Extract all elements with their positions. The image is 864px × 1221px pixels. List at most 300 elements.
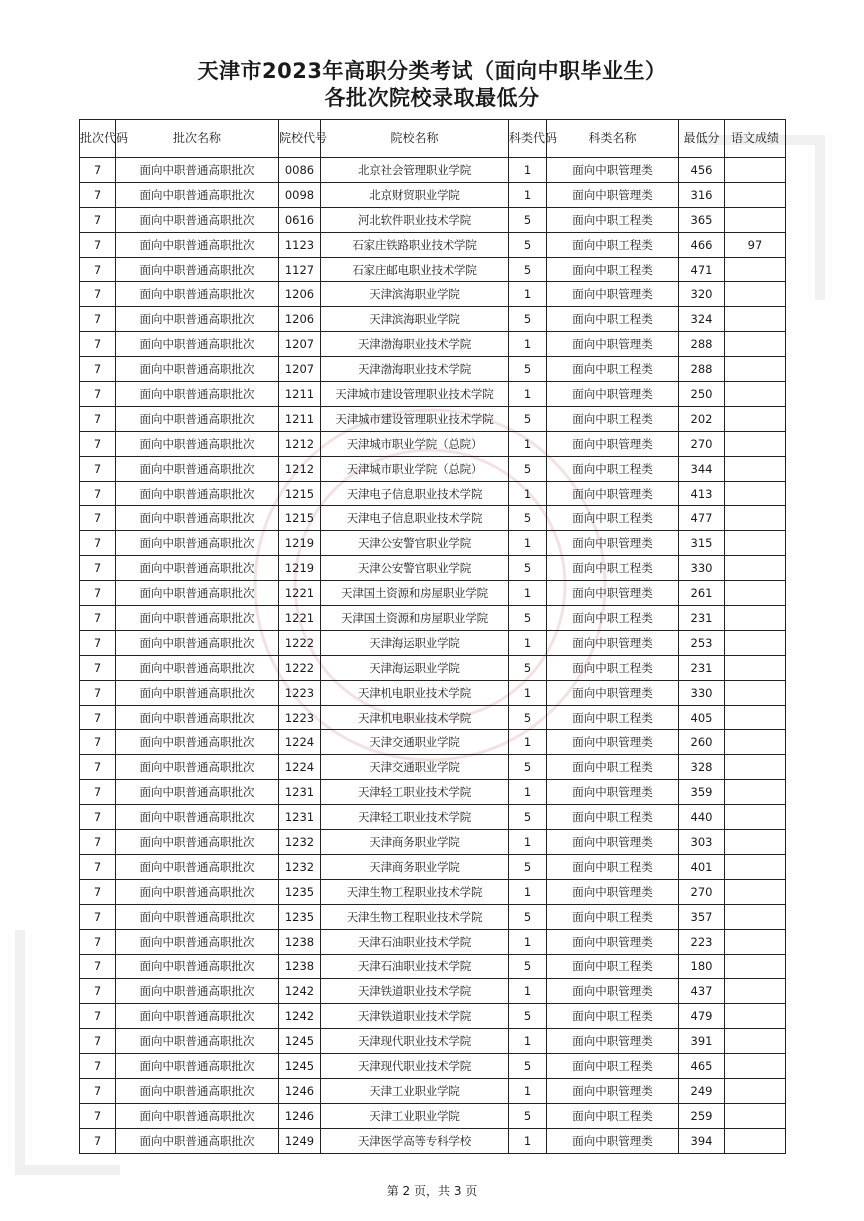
cell-subject-code: 5 bbox=[509, 257, 547, 282]
cell-school-code: 1215 bbox=[279, 506, 321, 531]
cell-batch-code: 7 bbox=[80, 1004, 116, 1029]
cell-batch-name: 面向中职普通高职批次 bbox=[116, 232, 279, 257]
cell-min-score: 437 bbox=[679, 979, 725, 1004]
cell-batch-name: 面向中职普通高职批次 bbox=[116, 655, 279, 680]
cell-batch-code: 7 bbox=[80, 158, 116, 183]
cell-school-code: 1235 bbox=[279, 904, 321, 929]
cell-chinese-score bbox=[725, 1004, 786, 1029]
cell-subject-name: 面向中职管理类 bbox=[547, 531, 679, 556]
cell-school-name: 天津城市职业学院（总院） bbox=[321, 456, 509, 481]
cell-school-name: 天津铁道职业技术学院 bbox=[321, 1004, 509, 1029]
cell-subject-name: 面向中职管理类 bbox=[547, 780, 679, 805]
cell-subject-code: 1 bbox=[509, 979, 547, 1004]
cell-school-code: 1242 bbox=[279, 1004, 321, 1029]
cell-chinese-score bbox=[725, 382, 786, 407]
cell-school-code: 1242 bbox=[279, 979, 321, 1004]
cell-min-score: 394 bbox=[679, 1128, 725, 1153]
cell-school-code: 1222 bbox=[279, 630, 321, 655]
cell-subject-code: 1 bbox=[509, 431, 547, 456]
cell-batch-code: 7 bbox=[80, 879, 116, 904]
cell-batch-name: 面向中职普通高职批次 bbox=[116, 879, 279, 904]
cell-school-name: 天津交通职业学院 bbox=[321, 730, 509, 755]
cell-school-name: 天津机电职业技术学院 bbox=[321, 705, 509, 730]
cell-min-score: 231 bbox=[679, 655, 725, 680]
cell-school-code: 1246 bbox=[279, 1103, 321, 1128]
cell-batch-name: 面向中职普通高职批次 bbox=[116, 979, 279, 1004]
table-row bbox=[80, 680, 786, 705]
cell-min-score: 324 bbox=[679, 307, 725, 332]
cell-school-name: 天津滨海职业学院 bbox=[321, 282, 509, 307]
cell-subject-name: 面向中职工程类 bbox=[547, 705, 679, 730]
cell-chinese-score bbox=[725, 431, 786, 456]
cell-min-score: 320 bbox=[679, 282, 725, 307]
cell-school-name: 天津轻工职业技术学院 bbox=[321, 805, 509, 830]
cell-subject-name: 面向中职工程类 bbox=[547, 606, 679, 631]
cell-chinese-score bbox=[725, 1103, 786, 1128]
cell-batch-code: 7 bbox=[80, 979, 116, 1004]
cell-chinese-score bbox=[725, 506, 786, 531]
cell-chinese-score bbox=[725, 282, 786, 307]
cell-subject-code: 1 bbox=[509, 630, 547, 655]
cell-school-code: 0086 bbox=[279, 158, 321, 183]
cell-batch-code: 7 bbox=[80, 581, 116, 606]
cell-school-name: 天津工业职业学院 bbox=[321, 1078, 509, 1103]
cell-school-name: 天津现代职业技术学院 bbox=[321, 1054, 509, 1079]
cell-subject-name: 面向中职管理类 bbox=[547, 630, 679, 655]
cell-batch-name: 面向中职普通高职批次 bbox=[116, 431, 279, 456]
cell-school-code: 1221 bbox=[279, 606, 321, 631]
cell-subject-code: 1 bbox=[509, 182, 547, 207]
cell-school-name: 天津城市职业学院（总院） bbox=[321, 431, 509, 456]
cell-school-code: 1219 bbox=[279, 531, 321, 556]
title-line-2: 各批次院校录取最低分 bbox=[324, 86, 540, 110]
cell-min-score: 259 bbox=[679, 1103, 725, 1128]
cell-school-code: 1222 bbox=[279, 655, 321, 680]
cell-school-code: 1246 bbox=[279, 1078, 321, 1103]
cell-subject-code: 5 bbox=[509, 506, 547, 531]
cell-batch-code: 7 bbox=[80, 431, 116, 456]
cell-subject-code: 1 bbox=[509, 531, 547, 556]
cell-batch-code: 7 bbox=[80, 282, 116, 307]
cell-chinese-score bbox=[725, 606, 786, 631]
cell-subject-code: 5 bbox=[509, 406, 547, 431]
cell-subject-code: 5 bbox=[509, 606, 547, 631]
cell-chinese-score bbox=[725, 581, 786, 606]
table-row bbox=[80, 805, 786, 830]
cell-subject-code: 5 bbox=[509, 904, 547, 929]
cell-subject-name: 面向中职管理类 bbox=[547, 1029, 679, 1054]
cell-subject-code: 5 bbox=[509, 556, 547, 581]
cell-subject-name: 面向中职管理类 bbox=[547, 431, 679, 456]
cell-batch-name: 面向中职普通高职批次 bbox=[116, 705, 279, 730]
cell-batch-name: 面向中职普通高职批次 bbox=[116, 182, 279, 207]
cell-school-code: 1212 bbox=[279, 456, 321, 481]
cell-school-code: 1211 bbox=[279, 382, 321, 407]
table-row bbox=[80, 1103, 786, 1128]
table-row bbox=[80, 282, 786, 307]
cell-batch-name: 面向中职普通高职批次 bbox=[116, 1029, 279, 1054]
cell-school-code: 1215 bbox=[279, 481, 321, 506]
cell-batch-name: 面向中职普通高职批次 bbox=[116, 1078, 279, 1103]
cell-subject-name: 面向中职工程类 bbox=[547, 1054, 679, 1079]
cell-batch-name: 面向中职普通高职批次 bbox=[116, 581, 279, 606]
cell-chinese-score bbox=[725, 680, 786, 705]
header-batch-code: 批次代码 bbox=[80, 120, 116, 158]
cell-subject-code: 1 bbox=[509, 730, 547, 755]
cell-subject-code: 5 bbox=[509, 854, 547, 879]
cell-school-code: 1231 bbox=[279, 805, 321, 830]
cell-school-code: 1127 bbox=[279, 257, 321, 282]
cell-school-name: 天津海运职业学院 bbox=[321, 630, 509, 655]
cell-subject-code: 5 bbox=[509, 1103, 547, 1128]
cell-batch-code: 7 bbox=[80, 182, 116, 207]
cell-school-name: 天津石油职业技术学院 bbox=[321, 929, 509, 954]
table-row bbox=[80, 830, 786, 855]
cell-batch-code: 7 bbox=[80, 606, 116, 631]
cell-subject-name: 面向中职工程类 bbox=[547, 506, 679, 531]
cell-school-name: 天津城市建设管理职业技术学院 bbox=[321, 382, 509, 407]
table-row bbox=[80, 780, 786, 805]
cell-min-score: 477 bbox=[679, 506, 725, 531]
cell-min-score: 202 bbox=[679, 406, 725, 431]
cell-batch-code: 7 bbox=[80, 730, 116, 755]
cell-subject-code: 1 bbox=[509, 382, 547, 407]
table-row bbox=[80, 1054, 786, 1079]
cell-school-name: 天津工业职业学院 bbox=[321, 1103, 509, 1128]
cell-min-score: 250 bbox=[679, 382, 725, 407]
cell-subject-code: 1 bbox=[509, 680, 547, 705]
cell-min-score: 471 bbox=[679, 257, 725, 282]
cell-batch-name: 面向中职普通高职批次 bbox=[116, 382, 279, 407]
cell-subject-name: 面向中职工程类 bbox=[547, 556, 679, 581]
cell-subject-name: 面向中职管理类 bbox=[547, 979, 679, 1004]
cell-batch-code: 7 bbox=[80, 406, 116, 431]
cell-batch-name: 面向中职普通高职批次 bbox=[116, 1054, 279, 1079]
cell-batch-name: 面向中职普通高职批次 bbox=[116, 1004, 279, 1029]
cell-chinese-score bbox=[725, 332, 786, 357]
cell-school-name: 天津现代职业技术学院 bbox=[321, 1029, 509, 1054]
table-header-row bbox=[80, 120, 786, 158]
cell-subject-code: 5 bbox=[509, 1054, 547, 1079]
cell-batch-code: 7 bbox=[80, 929, 116, 954]
cell-min-score: 180 bbox=[679, 954, 725, 979]
cell-subject-name: 面向中职管理类 bbox=[547, 382, 679, 407]
cell-school-code: 0616 bbox=[279, 207, 321, 232]
cell-min-score: 359 bbox=[679, 780, 725, 805]
cell-chinese-score bbox=[725, 1029, 786, 1054]
cell-subject-code: 1 bbox=[509, 830, 547, 855]
cell-school-code: 1206 bbox=[279, 282, 321, 307]
cell-subject-code: 1 bbox=[509, 481, 547, 506]
cell-subject-code: 1 bbox=[509, 929, 547, 954]
cell-batch-name: 面向中职普通高职批次 bbox=[116, 606, 279, 631]
cell-school-code: 1245 bbox=[279, 1029, 321, 1054]
cell-subject-name: 面向中职工程类 bbox=[547, 805, 679, 830]
cell-school-name: 天津电子信息职业技术学院 bbox=[321, 506, 509, 531]
page-number: 第 2 页，共 3 页 bbox=[386, 1184, 478, 1198]
cell-subject-name: 面向中职管理类 bbox=[547, 581, 679, 606]
cell-school-name: 天津商务职业学院 bbox=[321, 854, 509, 879]
cell-batch-code: 7 bbox=[80, 954, 116, 979]
table-row bbox=[80, 382, 786, 407]
cell-school-code: 1211 bbox=[279, 406, 321, 431]
cell-batch-name: 面向中职普通高职批次 bbox=[116, 506, 279, 531]
table-row bbox=[80, 929, 786, 954]
cell-chinese-score bbox=[725, 182, 786, 207]
table-row bbox=[80, 481, 786, 506]
cell-batch-name: 面向中职普通高职批次 bbox=[116, 158, 279, 183]
cell-chinese-score bbox=[725, 307, 786, 332]
table-row bbox=[80, 456, 786, 481]
table-row bbox=[80, 1078, 786, 1103]
cell-chinese-score bbox=[725, 904, 786, 929]
table-row bbox=[80, 979, 786, 1004]
document-title bbox=[0, 58, 864, 112]
cell-batch-code: 7 bbox=[80, 481, 116, 506]
header-subject-name: 科类名称 bbox=[547, 120, 679, 158]
cell-subject-name: 面向中职管理类 bbox=[547, 158, 679, 183]
cell-subject-name: 面向中职管理类 bbox=[547, 879, 679, 904]
table-row bbox=[80, 232, 786, 257]
cell-chinese-score bbox=[725, 655, 786, 680]
cell-batch-code: 7 bbox=[80, 755, 116, 780]
cell-school-name: 河北软件职业技术学院 bbox=[321, 207, 509, 232]
cell-subject-code: 5 bbox=[509, 655, 547, 680]
cell-subject-name: 面向中职管理类 bbox=[547, 182, 679, 207]
cell-subject-name: 面向中职工程类 bbox=[547, 406, 679, 431]
table-row bbox=[80, 531, 786, 556]
cell-school-name: 天津石油职业技术学院 bbox=[321, 954, 509, 979]
cell-min-score: 261 bbox=[679, 581, 725, 606]
cell-subject-code: 5 bbox=[509, 207, 547, 232]
table-row bbox=[80, 506, 786, 531]
cell-chinese-score bbox=[725, 929, 786, 954]
cell-school-name: 天津城市建设管理职业技术学院 bbox=[321, 406, 509, 431]
cell-min-score: 330 bbox=[679, 556, 725, 581]
cell-batch-name: 面向中职普通高职批次 bbox=[116, 780, 279, 805]
cell-batch-name: 面向中职普通高职批次 bbox=[116, 357, 279, 382]
cell-min-score: 303 bbox=[679, 830, 725, 855]
cell-min-score: 357 bbox=[679, 904, 725, 929]
cell-batch-name: 面向中职普通高职批次 bbox=[116, 929, 279, 954]
table-row bbox=[80, 730, 786, 755]
header-school-name: 院校名称 bbox=[321, 120, 509, 158]
table-row bbox=[80, 705, 786, 730]
cell-batch-name: 面向中职普通高职批次 bbox=[116, 556, 279, 581]
cell-school-code: 1238 bbox=[279, 929, 321, 954]
cell-school-code: 1223 bbox=[279, 705, 321, 730]
cell-chinese-score bbox=[725, 481, 786, 506]
cell-min-score: 288 bbox=[679, 332, 725, 357]
cell-batch-name: 面向中职普通高职批次 bbox=[116, 481, 279, 506]
cell-subject-name: 面向中职工程类 bbox=[547, 1004, 679, 1029]
cell-school-code: 1232 bbox=[279, 830, 321, 855]
cell-subject-name: 面向中职管理类 bbox=[547, 730, 679, 755]
cell-school-name: 天津电子信息职业技术学院 bbox=[321, 481, 509, 506]
cell-subject-code: 1 bbox=[509, 282, 547, 307]
cell-min-score: 288 bbox=[679, 357, 725, 382]
header-subject-code: 科类代码 bbox=[509, 120, 547, 158]
cell-min-score: 260 bbox=[679, 730, 725, 755]
cell-school-name: 天津交通职业学院 bbox=[321, 755, 509, 780]
cell-subject-name: 面向中职工程类 bbox=[547, 232, 679, 257]
cell-chinese-score bbox=[725, 257, 786, 282]
cell-min-score: 249 bbox=[679, 1078, 725, 1103]
table-row bbox=[80, 556, 786, 581]
cell-subject-code: 1 bbox=[509, 780, 547, 805]
cell-school-name: 天津铁道职业技术学院 bbox=[321, 979, 509, 1004]
cell-batch-name: 面向中职普通高职批次 bbox=[116, 531, 279, 556]
table-row bbox=[80, 406, 786, 431]
table-row bbox=[80, 431, 786, 456]
cell-batch-code: 7 bbox=[80, 1029, 116, 1054]
cell-school-name: 天津海运职业学院 bbox=[321, 655, 509, 680]
cell-school-code: 1207 bbox=[279, 357, 321, 382]
cell-school-code: 1235 bbox=[279, 879, 321, 904]
cell-min-score: 365 bbox=[679, 207, 725, 232]
cell-batch-name: 面向中职普通高职批次 bbox=[116, 257, 279, 282]
cell-school-name: 天津滨海职业学院 bbox=[321, 307, 509, 332]
cell-school-code: 1207 bbox=[279, 332, 321, 357]
admission-score-table bbox=[79, 119, 786, 1154]
cell-chinese-score bbox=[725, 1054, 786, 1079]
cell-min-score: 328 bbox=[679, 755, 725, 780]
cell-min-score: 231 bbox=[679, 606, 725, 631]
cell-subject-code: 1 bbox=[509, 158, 547, 183]
cell-chinese-score bbox=[725, 730, 786, 755]
cell-chinese-score bbox=[725, 630, 786, 655]
cell-batch-code: 7 bbox=[80, 680, 116, 705]
cell-min-score: 391 bbox=[679, 1029, 725, 1054]
cell-subject-name: 面向中职管理类 bbox=[547, 481, 679, 506]
cell-subject-name: 面向中职工程类 bbox=[547, 357, 679, 382]
cell-min-score: 465 bbox=[679, 1054, 725, 1079]
cell-subject-code: 1 bbox=[509, 581, 547, 606]
cell-school-name: 天津轻工职业技术学院 bbox=[321, 780, 509, 805]
cell-school-name: 天津渤海职业技术学院 bbox=[321, 357, 509, 382]
cell-batch-code: 7 bbox=[80, 854, 116, 879]
cell-subject-name: 面向中职工程类 bbox=[547, 755, 679, 780]
cell-chinese-score bbox=[725, 879, 786, 904]
cell-chinese-score bbox=[725, 158, 786, 183]
table-row bbox=[80, 630, 786, 655]
cell-chinese-score bbox=[725, 780, 786, 805]
cell-school-name: 天津医学高等专科学校 bbox=[321, 1128, 509, 1153]
cell-subject-name: 面向中职管理类 bbox=[547, 929, 679, 954]
cell-school-code: 1223 bbox=[279, 680, 321, 705]
cell-school-code: 1224 bbox=[279, 755, 321, 780]
cell-subject-code: 1 bbox=[509, 1078, 547, 1103]
header-min-score: 最低分 bbox=[679, 120, 725, 158]
table-row bbox=[80, 1004, 786, 1029]
table-body bbox=[80, 158, 786, 1154]
table-row bbox=[80, 307, 786, 332]
cell-min-score: 223 bbox=[679, 929, 725, 954]
cell-chinese-score bbox=[725, 979, 786, 1004]
cell-batch-name: 面向中职普通高职批次 bbox=[116, 307, 279, 332]
cell-batch-code: 7 bbox=[80, 556, 116, 581]
cell-subject-name: 面向中职管理类 bbox=[547, 830, 679, 855]
cell-school-code: 1238 bbox=[279, 954, 321, 979]
cell-subject-name: 面向中职工程类 bbox=[547, 655, 679, 680]
cell-chinese-score bbox=[725, 357, 786, 382]
cell-subject-code: 1 bbox=[509, 1128, 547, 1153]
cell-school-code: 1123 bbox=[279, 232, 321, 257]
cell-batch-code: 7 bbox=[80, 382, 116, 407]
cell-min-score: 316 bbox=[679, 182, 725, 207]
cell-subject-code: 5 bbox=[509, 805, 547, 830]
table-row bbox=[80, 207, 786, 232]
cell-subject-name: 面向中职管理类 bbox=[547, 282, 679, 307]
header-batch-name: 批次名称 bbox=[116, 120, 279, 158]
cell-school-name: 天津商务职业学院 bbox=[321, 830, 509, 855]
cell-subject-code: 5 bbox=[509, 357, 547, 382]
table-row bbox=[80, 357, 786, 382]
table-row bbox=[80, 879, 786, 904]
cell-subject-name: 面向中职工程类 bbox=[547, 1103, 679, 1128]
cell-school-code: 1249 bbox=[279, 1128, 321, 1153]
cell-min-score: 401 bbox=[679, 854, 725, 879]
cell-school-name: 北京社会管理职业学院 bbox=[321, 158, 509, 183]
cell-batch-name: 面向中职普通高职批次 bbox=[116, 456, 279, 481]
cell-subject-code: 5 bbox=[509, 1004, 547, 1029]
cell-batch-code: 7 bbox=[80, 332, 116, 357]
cell-subject-name: 面向中职工程类 bbox=[547, 257, 679, 282]
cell-school-name: 天津公安警官职业学院 bbox=[321, 531, 509, 556]
cell-batch-name: 面向中职普通高职批次 bbox=[116, 805, 279, 830]
cell-subject-code: 5 bbox=[509, 232, 547, 257]
cell-batch-name: 面向中职普通高职批次 bbox=[116, 406, 279, 431]
cell-subject-name: 面向中职管理类 bbox=[547, 1128, 679, 1153]
cell-school-code: 1224 bbox=[279, 730, 321, 755]
cell-school-name: 石家庄邮电职业技术学院 bbox=[321, 257, 509, 282]
cell-school-name: 天津国土资源和房屋职业学院 bbox=[321, 606, 509, 631]
cell-batch-name: 面向中职普通高职批次 bbox=[116, 730, 279, 755]
cell-subject-code: 5 bbox=[509, 954, 547, 979]
cell-school-code: 1212 bbox=[279, 431, 321, 456]
cell-batch-code: 7 bbox=[80, 630, 116, 655]
header-chinese-score: 语文成绩 bbox=[725, 120, 786, 158]
cell-batch-name: 面向中职普通高职批次 bbox=[116, 954, 279, 979]
cell-chinese-score bbox=[725, 556, 786, 581]
cell-school-name: 天津渤海职业技术学院 bbox=[321, 332, 509, 357]
cell-batch-code: 7 bbox=[80, 904, 116, 929]
cell-school-name: 天津公安警官职业学院 bbox=[321, 556, 509, 581]
cell-school-name: 天津国土资源和房屋职业学院 bbox=[321, 581, 509, 606]
table-row bbox=[80, 332, 786, 357]
cell-batch-name: 面向中职普通高职批次 bbox=[116, 1103, 279, 1128]
cell-min-score: 253 bbox=[679, 630, 725, 655]
cell-batch-code: 7 bbox=[80, 805, 116, 830]
cell-min-score: 270 bbox=[679, 879, 725, 904]
cell-school-name: 天津生物工程职业技术学院 bbox=[321, 904, 509, 929]
cell-school-code: 0098 bbox=[279, 182, 321, 207]
cell-subject-name: 面向中职工程类 bbox=[547, 854, 679, 879]
cell-chinese-score bbox=[725, 406, 786, 431]
cell-batch-code: 7 bbox=[80, 830, 116, 855]
cell-subject-code: 5 bbox=[509, 705, 547, 730]
cell-chinese-score bbox=[725, 854, 786, 879]
cell-min-score: 330 bbox=[679, 680, 725, 705]
cell-subject-name: 面向中职工程类 bbox=[547, 207, 679, 232]
cell-subject-name: 面向中职工程类 bbox=[547, 307, 679, 332]
cell-batch-name: 面向中职普通高职批次 bbox=[116, 207, 279, 232]
cell-subject-name: 面向中职工程类 bbox=[547, 904, 679, 929]
cell-batch-name: 面向中职普通高职批次 bbox=[116, 755, 279, 780]
table-row bbox=[80, 606, 786, 631]
cell-subject-code: 1 bbox=[509, 1029, 547, 1054]
cell-chinese-score bbox=[725, 805, 786, 830]
